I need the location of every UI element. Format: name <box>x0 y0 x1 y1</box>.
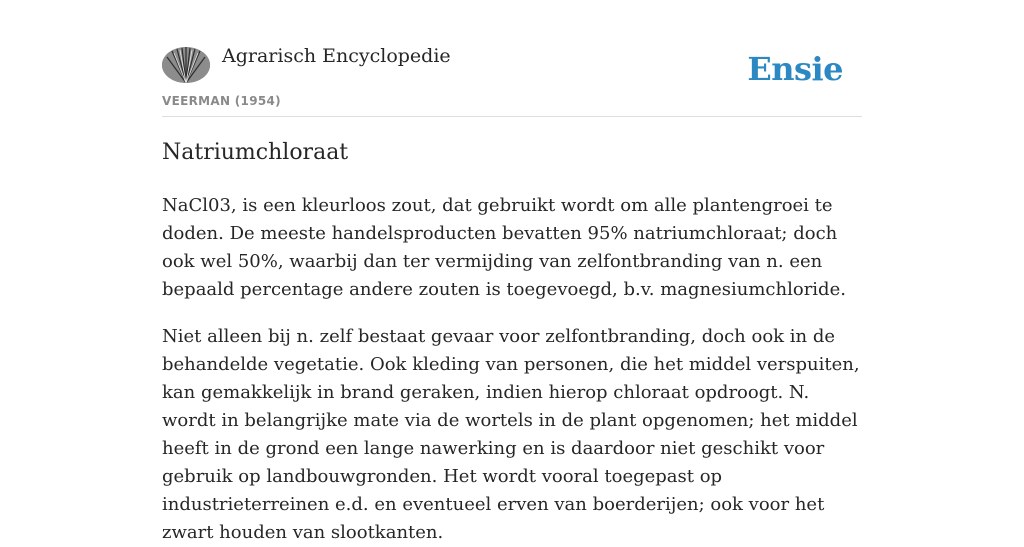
header <box>162 0 862 117</box>
article-title: Natriumchloraat <box>162 140 349 165</box>
book-author: VEERMAN (1954) <box>162 94 281 108</box>
article-paragraph-2: Niet alleen bij n. zelf bestaat gevaar voor zelfontbranding, doch ook in de behandelde vegetatie. Ook kleding van personen, die het middel verspuiten, kan gemakkelijk in brand geraken, indien hierop chloraat opdroogt. N. wordt in belangrijke mate via de wortels in de plant opgenomen; het middel heeft in de grond een lange nawerking en is daardoor niet geschikt voor gebruik op landbouwgronden. Het wordt vooral toegepast op industrieterreinen e.d. en eventueel erven van boerderijen; ook voor het zwart houden van slootkanten. <box>162 326 860 543</box>
wheat-sheaf-icon[interactable] <box>162 47 210 83</box>
brand-logo[interactable]: Ensie <box>747 50 843 88</box>
page <box>162 0 862 543</box>
article-paragraph-1: NaCl03, is een kleurloos zout, dat gebruikt wordt om alle plantengroei te doden. De meeste handelsproducten bevatten 95% natriumchloraat; doch ook wel 50%, waarbij dan ter vermijding van zelfontbranding van n. een bepaald percentage andere zouten is toegevoegd, b.v. magnesiumchloride. <box>162 195 846 300</box>
book-title-link[interactable]: Agrarisch Encyclopedie <box>222 45 451 67</box>
